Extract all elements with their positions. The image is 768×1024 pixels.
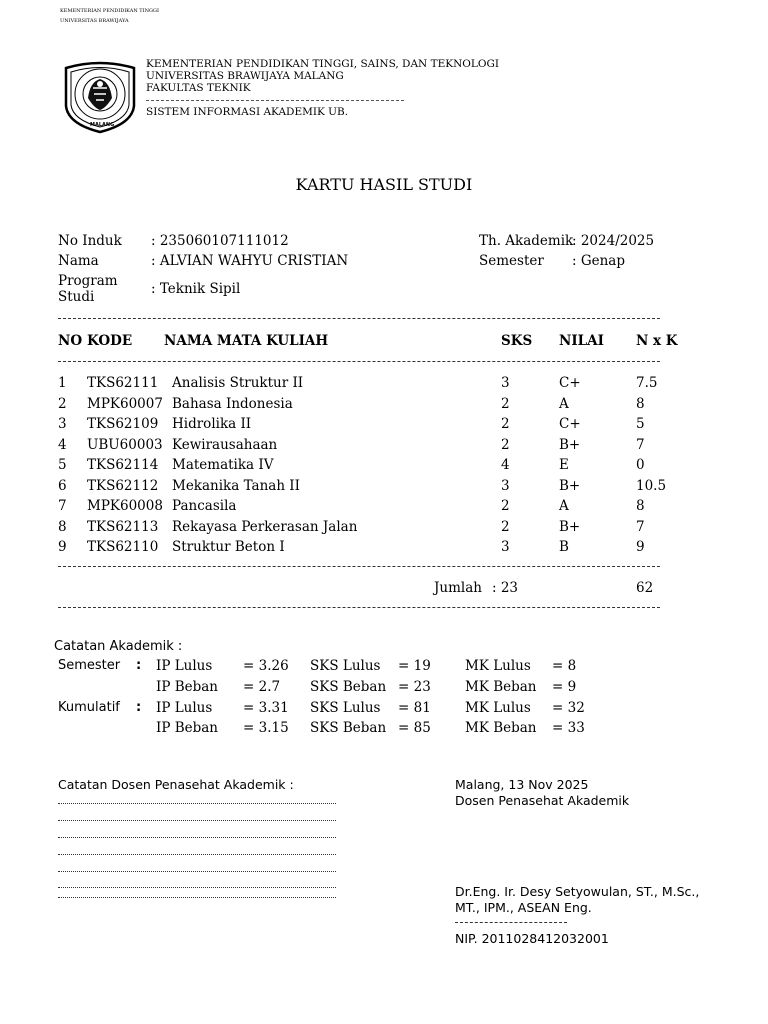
course-sks: 3 [501, 539, 510, 555]
header-nilai: NILAI [559, 333, 604, 349]
sem-ip-beban-label: IP Beban [156, 679, 219, 695]
kum-ip-beban-label: IP Beban [156, 720, 219, 736]
semester-label: Semester [479, 253, 544, 269]
course-code: UBU60003 [87, 436, 163, 453]
advisor-name-line1: Dr.Eng. Ir. Desy Setyowulan, ST., M.Sc., [455, 884, 700, 899]
course-no: 5 [58, 457, 67, 473]
kum-mk-lulus-value: = 32 [552, 700, 585, 716]
course-sks: 3 [501, 477, 510, 494]
kum-mk-lulus-label: MK Lulus [465, 700, 531, 716]
place-date: Malang, 13 Nov 2025 [455, 777, 589, 792]
sem-sks-beban-value: = 23 [398, 679, 431, 695]
table-divider-end [58, 607, 660, 608]
course-nxk: 5 [636, 416, 645, 432]
header-university: UNIVERSITAS BRAWIJAYA MALANG [146, 70, 344, 82]
table-row [0, 416, 768, 436]
kum-ip-beban-value: = 3.15 [243, 720, 289, 736]
table-row [0, 498, 768, 518]
sem-sks-lulus-label: SKS Lulus [310, 658, 381, 674]
course-no: 8 [58, 518, 67, 535]
kum-ip-lulus-value: = 3.31 [243, 700, 289, 716]
course-nxk: 8 [636, 395, 645, 412]
course-name: Struktur Beton I [172, 539, 285, 555]
advisor-nip: NIP. 2011028412032001 [455, 931, 609, 946]
course-grade: B+ [559, 518, 581, 535]
jumlah-label: Jumlah [434, 580, 482, 596]
sem-mk-beban-label: MK Beban [465, 679, 537, 695]
course-code: TKS62114 [87, 457, 159, 473]
note-line [58, 871, 336, 872]
course-name: Pancasila [172, 498, 237, 514]
academic-year-value: : 2024/2025 [572, 233, 655, 249]
course-nxk: 7 [636, 436, 645, 453]
semester-value: : Genap [572, 253, 625, 269]
course-code: TKS62111 [87, 375, 159, 391]
course-name: Analisis Struktur II [172, 375, 304, 391]
note-line [58, 897, 336, 898]
table-header [0, 333, 768, 353]
course-sks: 2 [501, 416, 510, 432]
course-nxk: 7 [636, 518, 645, 535]
course-sks: 2 [501, 436, 510, 453]
course-grade: B+ [559, 477, 581, 494]
header-sks: SKS [501, 333, 533, 349]
advisor-name-line2: MT., IPM., ASEAN Eng. [455, 900, 592, 915]
header-kode: KODE [87, 333, 133, 349]
sem-mk-lulus-value: = 8 [552, 658, 577, 674]
sem-mk-lulus-label: MK Lulus [465, 658, 531, 674]
sem-mk-beban-value: = 9 [552, 679, 577, 695]
signature-divider [455, 922, 567, 923]
sem-ip-beban-value: = 2.7 [243, 679, 281, 695]
course-nxk: 7.5 [636, 375, 658, 391]
prodi-label-1: Program [58, 273, 118, 289]
table-row [0, 375, 768, 395]
kum-sks-beban-value: = 85 [398, 720, 431, 736]
sem-sks-lulus-value: = 19 [398, 658, 431, 674]
course-nxk: 8 [636, 498, 645, 514]
course-name: Bahasa Indonesia [172, 395, 293, 412]
course-code: TKS62112 [87, 477, 159, 494]
catatan-akademik-title: Catatan Akademik : [54, 639, 183, 654]
course-grade: B [559, 539, 569, 555]
kum-sks-beban-label: SKS Beban [310, 720, 387, 736]
course-nxk: 9 [636, 539, 645, 555]
note-line [58, 837, 336, 838]
header-nxk: N x K [636, 333, 678, 349]
kum-sks-lulus-value: = 81 [398, 700, 431, 716]
table-row [0, 457, 768, 477]
semester-summary-label: Semester [58, 658, 121, 673]
course-grade: E [559, 457, 569, 473]
header-ministry: KEMENTERIAN PENDIDIKAN TINGGI, SAINS, DAN TEKNOLOGI [146, 58, 500, 70]
course-no: 2 [58, 395, 67, 412]
course-sks: 4 [501, 457, 510, 473]
note-line [58, 887, 336, 888]
note-line [58, 820, 336, 821]
course-nxk: 0 [636, 457, 645, 473]
course-code: TKS62109 [87, 416, 159, 432]
course-sks: 2 [501, 518, 510, 535]
course-grade: B+ [559, 436, 581, 453]
course-code: MPK60008 [87, 498, 163, 514]
nama-label: Nama [58, 253, 99, 269]
header-system: SISTEM INFORMASI AKADEMIK UB. [146, 106, 349, 118]
table-divider-top [58, 318, 660, 319]
advisor-role: Dosen Penasehat Akademik [455, 793, 630, 808]
course-name: Mekanika Tanah II [172, 477, 300, 494]
course-sks: 3 [501, 375, 510, 391]
table-row [0, 478, 768, 498]
logo-text-top: KEMENTERIAN PENDIDIKAN TINGGI [60, 8, 159, 14]
note-line [58, 854, 336, 855]
table-row [0, 396, 768, 416]
dosen-notes-title: Catatan Dosen Penasehat Akademik : [58, 777, 294, 792]
page-title: KARTU HASIL STUDI [295, 175, 473, 194]
course-name: Hidrolika II [172, 416, 252, 432]
course-sks: 2 [501, 498, 510, 514]
course-code: MPK60007 [87, 395, 163, 412]
course-name: Kewirausahaan [172, 436, 278, 453]
course-no: 6 [58, 477, 67, 494]
kum-mk-beban-label: MK Beban [465, 720, 537, 736]
table-row [0, 437, 768, 457]
prodi-label-2: Studi [58, 289, 95, 305]
logo-text-bottom: MALANG [90, 122, 115, 128]
course-grade: A [559, 395, 569, 412]
note-line [58, 803, 336, 804]
header-nama: NAMA MATA KULIAH [164, 333, 329, 349]
university-logo [60, 8, 159, 134]
sem-sks-beban-label: SKS Beban [310, 679, 387, 695]
course-code: TKS62110 [87, 539, 159, 555]
course-nxk: 10.5 [636, 477, 667, 494]
header-no: NO [58, 333, 83, 349]
kumulatif-summary-label: Kumulatif [58, 700, 120, 715]
course-name: Rekayasa Perkerasan Jalan [172, 518, 358, 535]
course-no: 4 [58, 436, 67, 453]
academic-year-label: Th. Akademik [479, 233, 574, 249]
header-divider [146, 100, 404, 101]
kumulatif-summary-colon: : [136, 700, 142, 715]
jumlah-nxk: 62 [636, 580, 654, 596]
nama-value: : ALVIAN WAHYU CRISTIAN [151, 253, 349, 269]
header-faculty: FAKULTAS TEKNIK [146, 82, 251, 94]
course-grade: C+ [559, 375, 581, 391]
course-no: 3 [58, 416, 67, 432]
course-grade: A [559, 498, 569, 514]
course-no: 7 [58, 498, 67, 514]
no-induk-value: : 235060107111012 [151, 233, 289, 249]
kum-mk-beban-value: = 33 [552, 720, 585, 736]
course-name: Matematika IV [172, 457, 274, 473]
course-code: TKS62113 [87, 518, 159, 535]
kum-sks-lulus-label: SKS Lulus [310, 700, 381, 716]
sem-ip-lulus-value: = 3.26 [243, 658, 289, 674]
table-divider-bottom [58, 566, 660, 567]
table-divider-header [58, 361, 660, 362]
kum-ip-lulus-label: IP Lulus [156, 700, 213, 716]
course-grade: C+ [559, 416, 581, 432]
semester-summary-colon: : [136, 658, 142, 673]
table-row [0, 519, 768, 539]
course-no: 9 [58, 539, 67, 555]
jumlah-sks: : 23 [492, 580, 519, 596]
course-no: 1 [58, 375, 67, 391]
sem-ip-lulus-label: IP Lulus [156, 658, 213, 674]
table-row [0, 539, 768, 559]
prodi-value: : Teknik Sipil [151, 281, 241, 297]
logo-text-main: UNIVERSITAS BRAWIJAYA [60, 18, 129, 24]
course-sks: 2 [501, 395, 510, 412]
no-induk-label: No Induk [58, 233, 122, 249]
